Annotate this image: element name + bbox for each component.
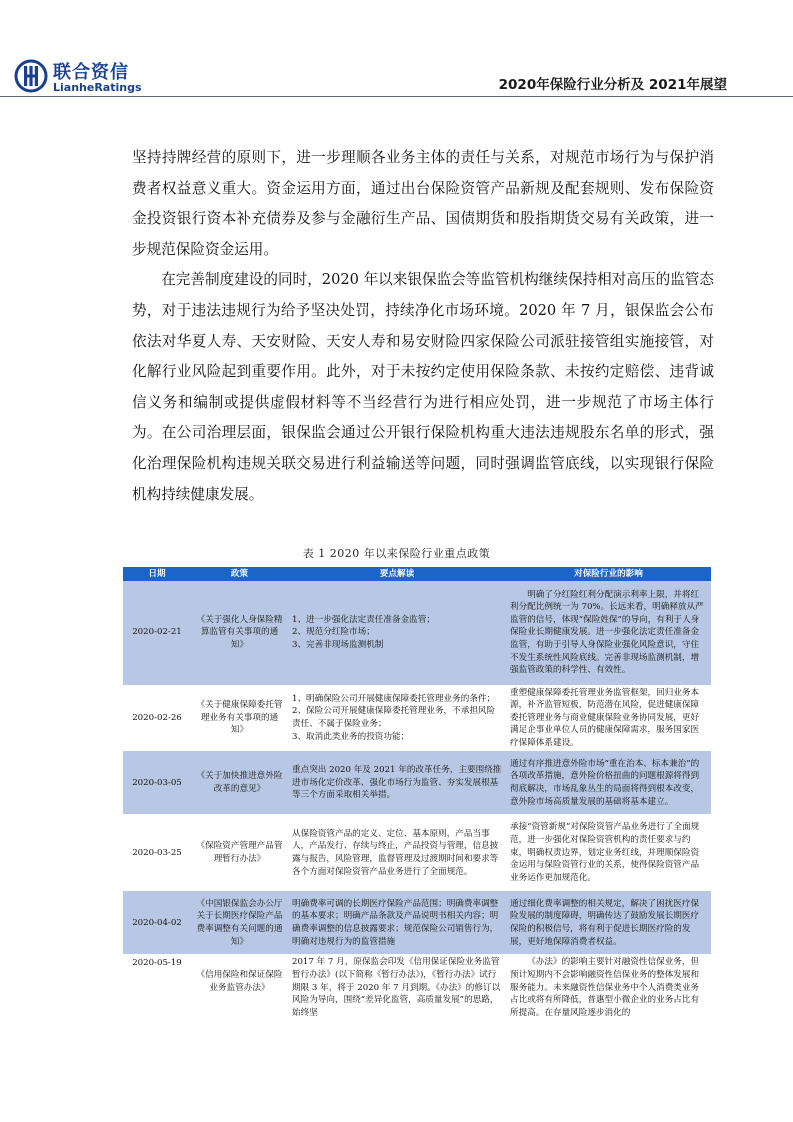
table-row bbox=[123, 581, 711, 685]
policy-table bbox=[123, 567, 711, 1031]
header-policy: 政策 bbox=[191, 567, 288, 581]
company-logo bbox=[14, 58, 142, 94]
table-row bbox=[123, 955, 711, 1031]
table-row bbox=[123, 685, 711, 751]
row-date: 2020-02-21 bbox=[123, 581, 191, 685]
paragraph-regulation: 在完善制度建设的同时，2020 年以来银保监会等监管机构继续保持相对高压的监管态势，对于违法违规行为给予坚决处罚，持续净化市场环境。2020 年 7 月，银保监会公布依法对华夏人寿、天安财险、天安人寿和易安财险四家保险公司派驻接管组实施接管，对化解行业风险起到重要作用。此外，对于未按约定使用保险条款、未按约定赔偿、违背诚信义务和编制或提供虚假材料等不当经营行为进行相应处罚，进一步规范了市场主体行为。在公司治理层面，银保监会通过公开银行保险机构重大违法违规股东名单的形式，强化治理保险机构违规关联交易进行利益输送等问题，同时强调监管底线，以实现银行保险机构持续健康发展。 bbox=[132, 271, 714, 503]
document-title: 2020年保险行业分析及 2021年展望 bbox=[498, 77, 727, 93]
row-policy: 《保险资产管理产品管理暂行办法》 bbox=[191, 815, 288, 891]
body-text bbox=[132, 143, 714, 510]
row-policy: 《关于健康保障委托管理业务有关事项的通知》 bbox=[191, 685, 288, 751]
row-policy: 《关于加快推进意外险改革的意见》 bbox=[191, 751, 288, 815]
row-policy: 《关于强化人身保险精算监管有关事项的通知》 bbox=[191, 581, 288, 685]
table-row bbox=[123, 891, 711, 955]
row-impact: 承接“资管新规”对保险资管产品业务进行了全面规范，进一步强化对保险资管机构的责任要求与约束，明确权责边界，划定业务红线，并理顺保险资金运用与保险资管行业的关系，使得保险资管产品业务运作更加规范化。 bbox=[506, 815, 711, 891]
row-policy: 《中国银保监会办公厅关于长期医疗保险产品费率调整有关问题的通知》 bbox=[191, 891, 288, 955]
table-row bbox=[123, 815, 711, 891]
lianhe-logo-icon bbox=[14, 58, 48, 94]
row-date: 2020-03-25 bbox=[123, 815, 191, 891]
row-impact: 通过细化费率调整的相关规定，解决了困扰医疗保险发展的制度障碍，明确传达了鼓励发展长期医疗保险的积极信号，将有利于促进长期医疗险的发展，更好地保障消费者权益。 bbox=[506, 891, 711, 955]
row-key-points: 2017 年 7 月，原保监会印发《信用保证保险业务监管暂行办法》(以下简称《暂行办法》)，《暂行办法》试行期限 3 年，将于 2020 年 7 月到期。《办法》的修订以风险为导向，围绕“差异化监管，高质量发展”的思路，始终坚 bbox=[288, 955, 506, 1031]
row-date: 2020-02-26 bbox=[123, 685, 191, 751]
row-key-points: 从保险资管产品的定义、定位、基本原则，产品当事人，产品发行、存续与终止，产品投资与管理，信息披露与报告，风险管理，监督管理及过渡期时间和要求等各个方面对保险资管产品业务进行了全面规范。 bbox=[288, 815, 506, 891]
row-impact: 《办法》的影响主要针对融资性信保业务，但预计短期内不会影响融资性信保业务的整体发展和服务能力。未来融资性信保业务中个人消费类业务占比或将有所降低，普惠型小微企业的业务占比有所提高。在存量风险逐步消化的 bbox=[506, 955, 711, 1031]
row-impact: 明确了分红险红利分配演示利率上限，并将红利分配比例统一为 70%。长远来看，明确释放从严监管的信号，体现“保险姓保”的导向，有利于人身保险业长期健康发展。进一步强化法定责任准备金监管，有助于引导人身保险业强化风险意识，守住不发生系统性风险底线。完善非现场监测机制，增强监管政策的科学性、有效性。 bbox=[506, 581, 711, 685]
logo-english-name: LianheRatings bbox=[53, 81, 142, 94]
row-impact: 重塑健康保障委托管理业务监管框架，回归业务本源，补齐监管短板，防范潜在风险，促进健康保障委托管理业务与商业健康保险业务协同发展，更好满足企事业单位人员的健康保障需求，服务国家医疗保障体系建设。 bbox=[506, 685, 711, 751]
header-date: 日期 bbox=[123, 567, 191, 581]
header-divider bbox=[0, 96, 793, 97]
row-key-points: 1、进一步强化法定责任准备金监管； 2、规范分红险市场； 3、完善非现场监测机制 bbox=[288, 581, 506, 685]
row-date: 2020-03-05 bbox=[123, 751, 191, 815]
logo-chinese-name: 联合资信 bbox=[53, 62, 129, 83]
header-key-points: 要点解读 bbox=[288, 567, 506, 581]
row-date: 2020-04-02 bbox=[123, 891, 191, 955]
row-policy: 《信用保险和保证保险业务监管办法》 bbox=[191, 955, 288, 1031]
paragraph-continuation: 坚持持牌经营的原则下，进一步理顺各业务主体的责任与关系，对规范市场行为与保护消费者权益意义重大。资金运用方面，通过出台保险资管产品新规及配套规则、发布保险资金投资银行资本补充债券及参与金融衍生产品、国债期货和股指期货交易有关政策，进一步规范保险资金运用。 bbox=[132, 149, 714, 258]
row-key-points: 1、明确保险公司开展健康保障委托管理业务的条件； 2、保险公司开展健康保障委托管理业务，不承担风险责任、不属于保险业务； 3、取消此类业务的投资功能； bbox=[288, 685, 506, 751]
row-key-points: 重点突出 2020 年及 2021 年的改革任务，主要围绕推进市场化定价改革、强化市场行为监管、夯实发展根基等三个方面采取相关举措。 bbox=[288, 751, 506, 815]
row-impact: 通过有序推进意外险市场“重在治本、标本兼治”的各项改革措施，意外险价格扭曲的问题根源将得到彻底解决，市场乱象丛生的局面将得到根本改变，意外险市场高质量发展的基础将基本建立。 bbox=[506, 751, 711, 815]
row-date: 2020-05-19 bbox=[123, 955, 191, 1031]
table-row bbox=[123, 751, 711, 815]
header-impact: 对保险行业的影响 bbox=[506, 567, 711, 581]
row-key-points: 明确费率可调的长期医疗保险产品范围；明确费率调整的基本要求；明确产品条款及产品说明书相关内容；明确费率调整的信息披露要求；规范保险公司销售行为，明确对违规行为的监管措施 bbox=[288, 891, 506, 955]
table-caption: 表 1 2020 年以来保险行业重点政策 bbox=[302, 547, 491, 560]
table-header-row bbox=[123, 567, 711, 581]
